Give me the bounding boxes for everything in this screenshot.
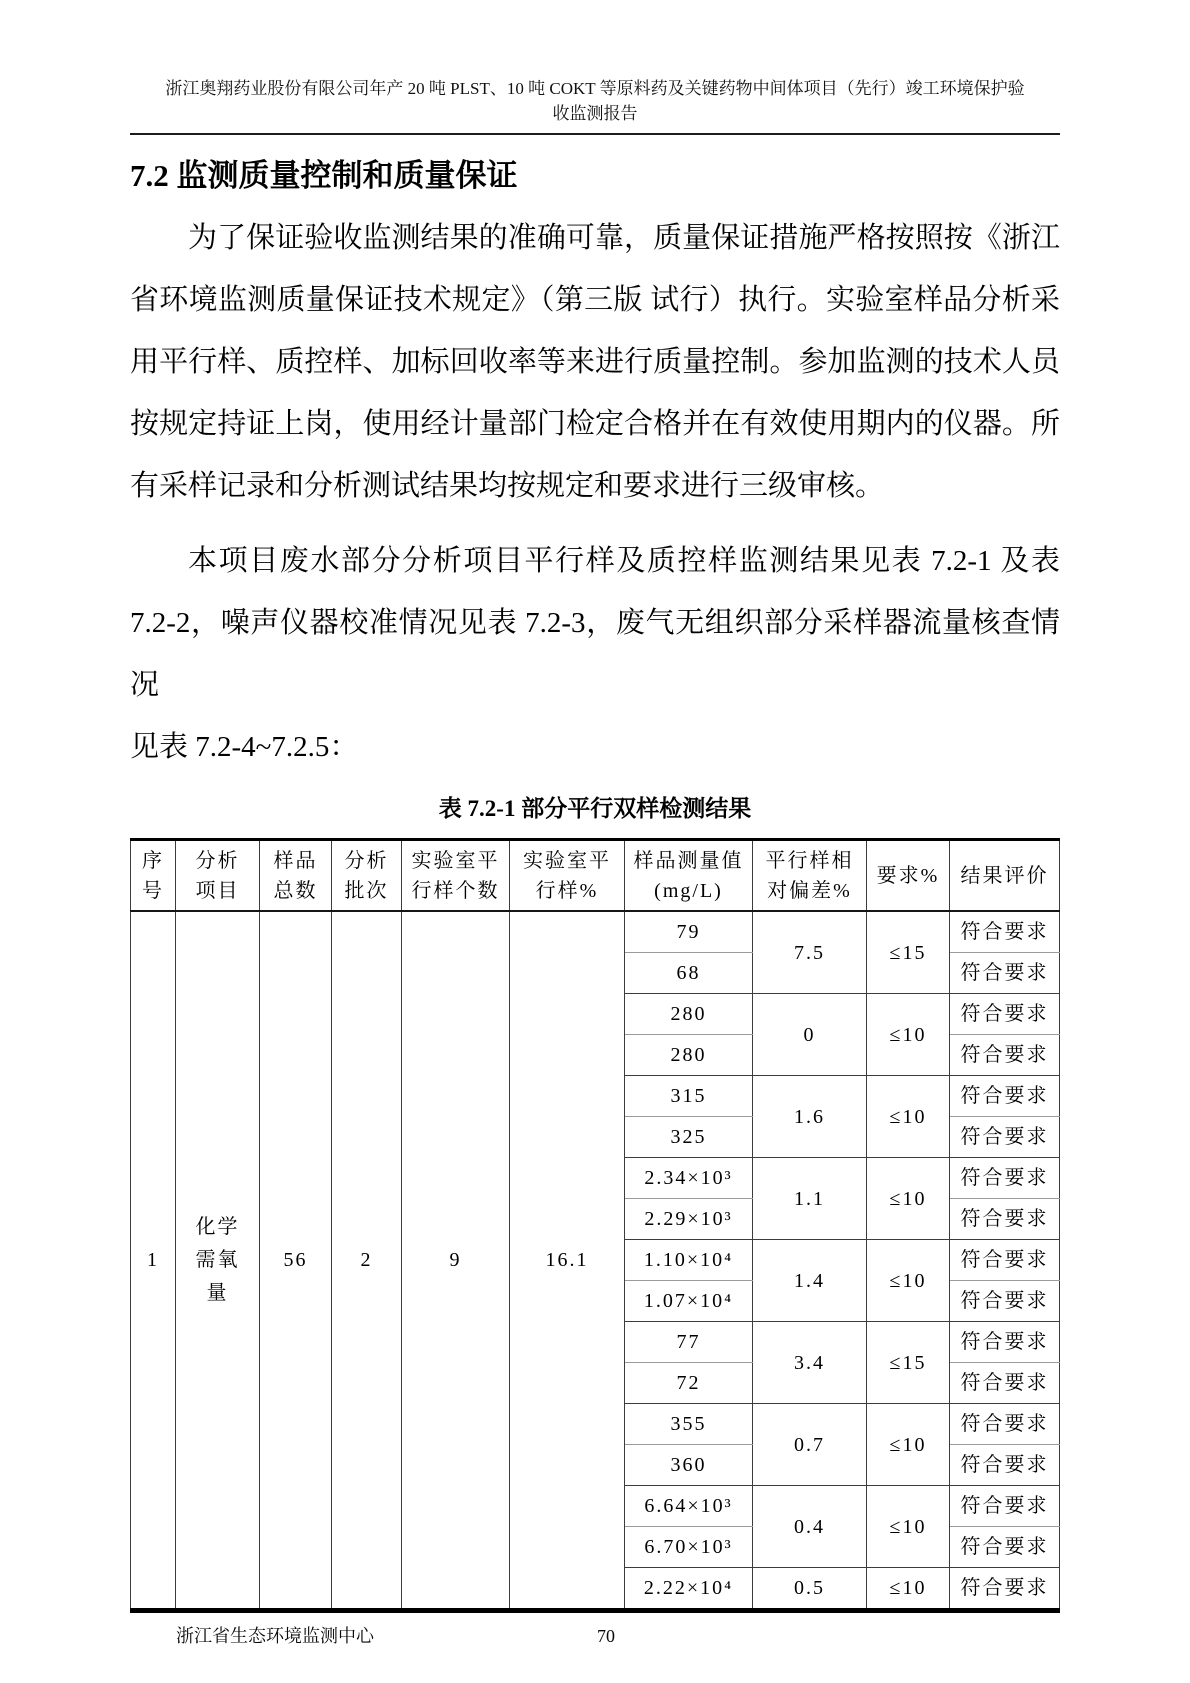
requirement-cell: ≤15 — [867, 1322, 950, 1404]
deviation-cell: 0 — [753, 994, 867, 1076]
evaluation-cell: 符合要求 — [950, 1322, 1060, 1363]
lab-parallel-count-cell: 9 — [402, 911, 510, 1611]
evaluation-cell: 符合要求 — [950, 1281, 1060, 1322]
footer-organization: 浙江省生态环境监测中心 — [176, 1626, 374, 1646]
running-header-line1: 浙江奥翔药业股份有限公司年产 20 吨 PLST、10 吨 COKT 等原料药及关键药物中间体项目（先行）竣工环境保护验 — [165, 79, 1025, 98]
deviation-cell: 7.5 — [753, 911, 867, 994]
evaluation-cell: 符合要求 — [950, 1240, 1060, 1281]
measured-value-cell: 1.07×10⁴ — [625, 1281, 753, 1322]
col-header-lab-parallel-pct: 实验室平 行样% — [510, 840, 625, 912]
measured-value-cell: 2.22×10⁴ — [625, 1568, 753, 1611]
col-header-total-samples: 样品 总数 — [260, 840, 332, 912]
requirement-cell: ≤10 — [867, 994, 950, 1076]
measured-value-cell: 2.29×10³ — [625, 1199, 753, 1240]
col-header-relative-deviation: 平行样相 对偏差% — [753, 840, 867, 912]
measured-value-cell: 1.10×10⁴ — [625, 1240, 753, 1281]
evaluation-cell: 符合要求 — [950, 1404, 1060, 1445]
requirement-cell: ≤10 — [867, 1486, 950, 1568]
deviation-cell: 1.6 — [753, 1076, 867, 1158]
requirement-cell: ≤10 — [867, 1404, 950, 1486]
requirement-cell: ≤15 — [867, 911, 950, 994]
measured-value-cell: 280 — [625, 1035, 753, 1076]
requirement-cell: ≤10 — [867, 1158, 950, 1240]
paragraph-table-references — [130, 530, 1060, 778]
table-title: 表 7.2-1 部分平行双样检测结果 — [438, 796, 752, 821]
running-header — [130, 0, 1060, 126]
paragraph-line: 有采样记录和分析测试结果均按规定和要求进行三级审核。 — [130, 470, 885, 502]
measured-value-cell: 355 — [625, 1404, 753, 1445]
total-samples-cell: 56 — [260, 911, 332, 1611]
evaluation-cell: 符合要求 — [950, 1527, 1060, 1568]
deviation-cell: 0.4 — [753, 1486, 867, 1568]
evaluation-cell: 符合要求 — [950, 1445, 1060, 1486]
measured-value-cell: 2.34×10³ — [625, 1158, 753, 1199]
paragraph-line: 用平行样、质控样、加标回收率等来进行质量控制。参加监测的技术人员 — [130, 346, 1060, 378]
paragraph-line: 省环境监测质量保证技术规定》（第三版 试行）执行。实验室样品分析采 — [130, 284, 1060, 316]
analysis-item-label: 化学需氧量 — [195, 1215, 240, 1304]
deviation-cell: 0.5 — [753, 1568, 867, 1611]
requirement-cell: ≤10 — [867, 1076, 950, 1158]
evaluation-cell: 符合要求 — [950, 1035, 1060, 1076]
evaluation-cell: 符合要求 — [950, 911, 1060, 953]
measured-value-cell: 77 — [625, 1322, 753, 1363]
paragraph-line: 7.2-2，噪声仪器校准情况见表 7.2-3，废气无组织部分采样器流量核查情况 — [130, 607, 1060, 701]
evaluation-cell: 符合要求 — [950, 1486, 1060, 1527]
requirement-cell: ≤10 — [867, 1568, 950, 1611]
col-header-measured-value: 样品测量值 (mg/L) — [625, 840, 753, 912]
page-footer — [130, 1623, 1060, 1649]
section-title: 7.2 监测质量控制和质量保证 — [130, 158, 518, 193]
evaluation-cell: 符合要求 — [950, 994, 1060, 1035]
evaluation-cell: 符合要求 — [950, 1117, 1060, 1158]
col-header-lab-parallel-count: 实验室平 行样个数 — [402, 840, 510, 912]
header-rule — [130, 133, 1060, 135]
paragraph-line: 为了保证验收监测结果的准确可靠，质量保证措施严格按照按《浙江 — [188, 222, 1060, 254]
table-header-row — [131, 840, 1060, 912]
measured-value-cell: 6.64×10³ — [625, 1486, 753, 1527]
seq-cell: 1 — [131, 911, 176, 1611]
paragraph-line: 本项目废水部分分析项目平行样及质控样监测结果见表 7.2-1 及表 — [188, 545, 1060, 577]
col-header-analysis-batches: 分析 批次 — [332, 840, 402, 912]
evaluation-cell: 符合要求 — [950, 1158, 1060, 1199]
measured-value-cell: 360 — [625, 1445, 753, 1486]
analysis-batches-cell: 2 — [332, 911, 402, 1611]
evaluation-cell: 符合要求 — [950, 953, 1060, 994]
evaluation-cell: 符合要求 — [950, 1199, 1060, 1240]
measured-value-cell: 72 — [625, 1363, 753, 1404]
lab-parallel-pct-cell: 16.1 — [510, 911, 625, 1611]
analysis-item-cell — [176, 911, 260, 1611]
deviation-cell: 3.4 — [753, 1322, 867, 1404]
paragraph-line: 见表 7.2-4~7.2.5： — [130, 731, 359, 763]
deviation-cell: 1.1 — [753, 1158, 867, 1240]
col-header-seq: 序 号 — [131, 840, 176, 912]
evaluation-cell: 符合要求 — [950, 1076, 1060, 1117]
col-header-evaluation: 结果评价 — [950, 840, 1060, 912]
parallel-duplicate-sample-table — [130, 838, 1060, 1613]
col-header-requirement: 要求% — [867, 840, 950, 912]
measured-value-cell: 68 — [625, 953, 753, 994]
measured-value-cell: 6.70×10³ — [625, 1527, 753, 1568]
footer-page-number: 70 — [597, 1626, 615, 1646]
evaluation-cell: 符合要求 — [950, 1568, 1060, 1611]
page-content — [130, 0, 1060, 1649]
paragraph-quality-control — [130, 207, 1060, 517]
measured-value-cell: 325 — [625, 1117, 753, 1158]
deviation-cell: 1.4 — [753, 1240, 867, 1322]
table-row — [131, 911, 1060, 953]
requirement-cell: ≤10 — [867, 1240, 950, 1322]
col-header-analysis-item: 分析 项目 — [176, 840, 260, 912]
evaluation-cell: 符合要求 — [950, 1363, 1060, 1404]
measured-value-cell: 79 — [625, 911, 753, 953]
deviation-cell: 0.7 — [753, 1404, 867, 1486]
measured-value-cell: 315 — [625, 1076, 753, 1117]
measured-value-cell: 280 — [625, 994, 753, 1035]
paragraph-line: 按规定持证上岗，使用经计量部门检定合格并在有效使用期内的仪器。所 — [130, 408, 1060, 440]
running-header-line2: 收监测报告 — [552, 104, 638, 123]
